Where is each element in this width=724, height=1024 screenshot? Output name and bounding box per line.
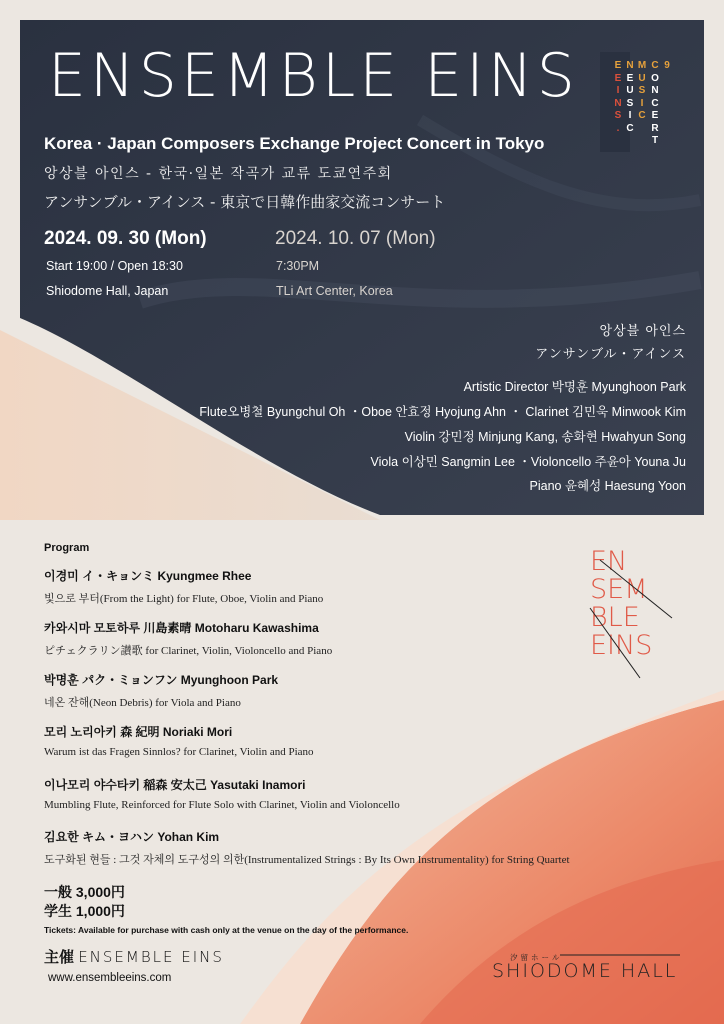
price-student: 学生 1,000円 bbox=[44, 903, 125, 919]
subtitle-japanese: アンサンブル・アインス - 東京で日韓作曲家交流コンサート bbox=[44, 193, 446, 211]
ticket-note: Tickets: Available for purchase with cash only at the venue on the day of the performance. bbox=[44, 925, 409, 935]
vertical-letter: C bbox=[651, 97, 659, 109]
work-title: ピチェクラリン讃歌 for Clarinet, Violin, Violoncello and Piano bbox=[44, 645, 333, 657]
vertical-text-column-3 bbox=[637, 60, 647, 123]
program-item bbox=[44, 776, 644, 811]
performer-line: Violin 강민정 Minjung Kang, 송화현 Hwahyun Song bbox=[404, 430, 686, 444]
host-logo: ENSEMBLE EINS bbox=[78, 948, 224, 966]
host-line bbox=[44, 946, 224, 967]
composer-name: 박명훈 パク・ミョンフン Myunghoon Park bbox=[44, 673, 279, 687]
vertical-text-column-2 bbox=[625, 60, 635, 135]
vertical-letter: T bbox=[651, 135, 659, 146]
date-tokyo: 2024. 09. 30 (Mon) bbox=[44, 228, 207, 249]
vertical-text-column-5 bbox=[662, 60, 672, 73]
time-tokyo: Start 19:00 / Open 18:30 bbox=[46, 259, 183, 273]
vertical-letter: C bbox=[638, 110, 646, 121]
vertical-letter: S bbox=[614, 110, 622, 121]
vertical-letter: I bbox=[640, 97, 644, 109]
side-logo-line: EN bbox=[590, 546, 628, 577]
vertical-letter: N bbox=[614, 97, 622, 109]
program-item bbox=[44, 723, 644, 758]
vertical-letter: 9 bbox=[664, 60, 670, 71]
hall-rule bbox=[560, 953, 680, 957]
work-title: 도구화된 현들 : 그것 자체의 도구성의 의한(Instrumentalized Strings : By Its Own Instrumentality) for String Quartet bbox=[44, 854, 570, 866]
side-logo-slash-lines bbox=[580, 548, 680, 688]
vertical-letter: E bbox=[626, 72, 634, 84]
program-item bbox=[44, 619, 644, 658]
date-korea: 2024. 10. 07 (Mon) bbox=[275, 228, 436, 249]
venue-korea: TLi Art Center, Korea bbox=[276, 284, 393, 298]
subtitle-korean: 앙상블 아인스 - 한국·일본 작곡가 교류 도쿄연주회 bbox=[44, 166, 393, 182]
composer-name: 김요한 キム・ヨハン Yohan Kim bbox=[44, 830, 220, 844]
vertical-letter: R bbox=[651, 122, 659, 134]
performer-line: Artistic Director 박명훈 Myunghoon Park bbox=[463, 380, 686, 394]
website-link[interactable]: www.ensembleeins.com bbox=[48, 972, 172, 984]
composer-name: 카와시마 모토하루 川島素晴 Motoharu Kawashima bbox=[44, 621, 319, 635]
hall-name: SHIODOME HALL bbox=[492, 960, 678, 982]
vertical-letter: N bbox=[651, 85, 659, 96]
performer-line: Flute오병철 Byungchul Oh ・Oboe 안효정 Hyojung Ahn ・ Clarinet 김민욱 Minwook Kim bbox=[199, 405, 686, 419]
program-item bbox=[44, 671, 644, 710]
vertical-letter: . bbox=[616, 122, 620, 134]
side-logo-line: SEM bbox=[590, 574, 648, 605]
vertical-letter: S bbox=[626, 97, 634, 109]
work-title: 네온 잔해(Neon Debris) for Viola and Piano bbox=[44, 697, 241, 709]
vertical-letter: C bbox=[651, 60, 659, 71]
side-logo-line: BLE bbox=[590, 602, 640, 633]
vertical-letter: E bbox=[614, 72, 622, 84]
side-logo-line: EINS bbox=[590, 630, 653, 661]
vertical-letter: U bbox=[638, 72, 646, 84]
vertical-letter: S bbox=[638, 85, 646, 96]
vertical-letter: I bbox=[616, 85, 620, 96]
vertical-letter: O bbox=[651, 72, 659, 84]
time-korea: 7:30PM bbox=[276, 259, 320, 273]
vertical-letter: I bbox=[628, 110, 632, 121]
vertical-letter: M bbox=[637, 60, 647, 71]
ensemble-logo-title: ENSEMBLE EINS bbox=[48, 41, 579, 111]
vertical-letter: E bbox=[614, 60, 622, 71]
subtitle-english: Korea · Japan Composers Exchange Project Concert in Tokyo bbox=[44, 134, 545, 153]
composer-name: 이경미 イ・キョンミ Kyungmee Rhee bbox=[44, 569, 252, 583]
hall-name-japanese: 汐留ホール bbox=[510, 953, 563, 962]
vertical-text-column-4 bbox=[650, 60, 660, 148]
program-item bbox=[44, 828, 644, 867]
price-general: 一般 3,000円 bbox=[44, 884, 125, 900]
performers-title-korean: 앙상블 아인스 bbox=[599, 324, 686, 339]
work-title: Mumbling Flute, Reinforced for Flute Solo with Clarinet, Violin and Violoncello bbox=[44, 799, 400, 811]
host-label: 主催 bbox=[44, 949, 75, 966]
vertical-letter: N bbox=[626, 60, 634, 71]
work-title: 빛으로 부터(From the Light) for Flute, Oboe, Violin and Piano bbox=[44, 593, 324, 605]
venue-tokyo: Shiodome Hall, Japan bbox=[46, 284, 169, 298]
program-heading: Program bbox=[44, 542, 90, 554]
performer-line: Piano 윤혜성 Haesung Yoon bbox=[529, 479, 686, 493]
vertical-letter: U bbox=[626, 85, 634, 96]
program-item bbox=[44, 567, 644, 606]
composer-name: 이나모리 야수타키 稲森 安太己 Yasutaki Inamori bbox=[44, 778, 306, 792]
performers-title-japanese: アンサンブル・アインス bbox=[535, 347, 686, 362]
performer-line: Viola 이상민 Sangmin Lee ・Violoncello 주윤아 Youna Ju bbox=[370, 455, 686, 469]
vertical-letter: E bbox=[651, 110, 659, 121]
vertical-letter: C bbox=[626, 122, 634, 134]
vertical-text-column-1 bbox=[613, 60, 623, 135]
composer-name: 모리 노리아키 森 紀明 Noriaki Mori bbox=[44, 725, 233, 739]
work-title: Warum ist das Fragen Sinnlos? for Clarinet, Violin and Piano bbox=[44, 746, 314, 758]
